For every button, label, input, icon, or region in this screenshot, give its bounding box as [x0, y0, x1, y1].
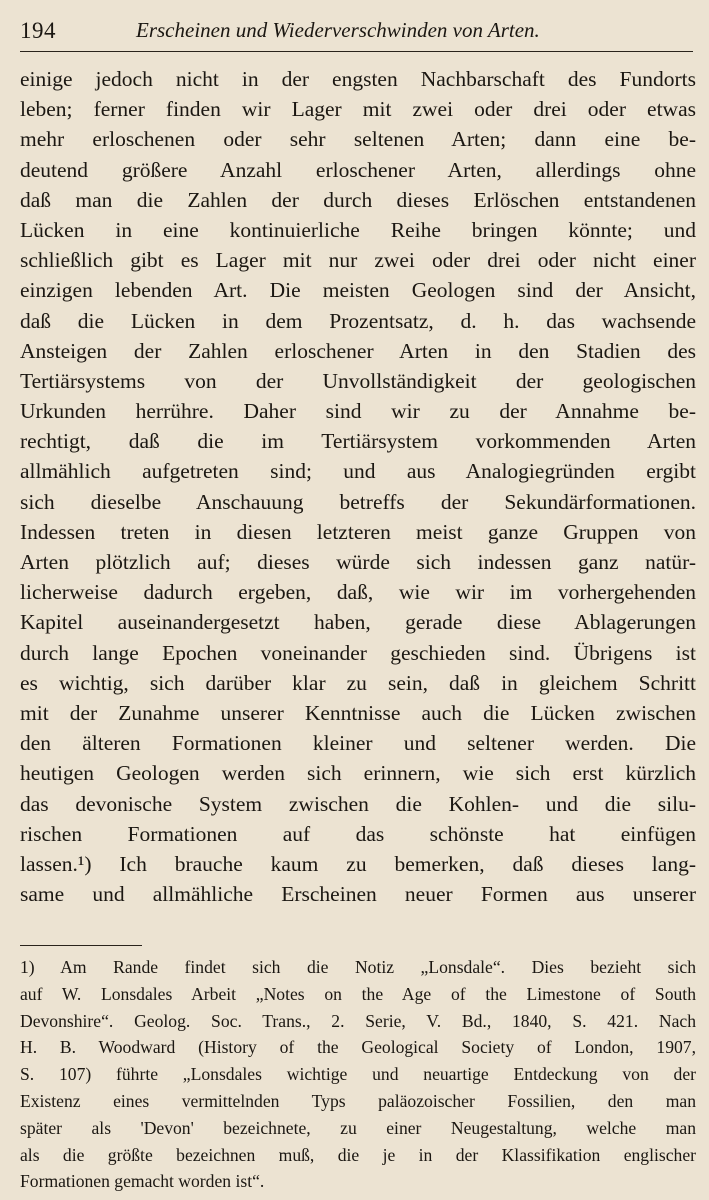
text-line: Urkunden herrühre. Daher sind wir zu der Annahme be-	[20, 399, 696, 424]
text-line: daß man die Zahlen der durch dieses Erlöschen entstandenen	[20, 187, 696, 212]
text-line: sich dieselbe Anschauung betreffs der Sekundärformationen.	[20, 489, 696, 514]
page-number: 194	[20, 18, 56, 43]
text-line: Tertiärsystems von der Unvollständigkeit der geologischen	[20, 368, 696, 393]
text-line: Ansteigen der Zahlen erloschener Arten in den Stadien des	[20, 338, 696, 363]
text-line: es wichtig, sich darüber klar zu sein, daß in gleichem Schritt	[20, 670, 696, 695]
text-line: leben; ferner finden wir Lager mit zwei oder drei oder etwas	[20, 97, 696, 122]
footnote-line: Existenz eines vermittelnden Typs paläozoischer Fossilien, den man	[20, 1090, 696, 1111]
header-rule	[20, 51, 693, 52]
text-line: rischen Formationen auf das schönste hat einfügen	[20, 821, 696, 846]
text-line: Arten plötzlich auf; dieses würde sich indessen ganz natür-	[20, 550, 696, 574]
text-line: licherweise dadurch ergeben, daß, wie wir im vorhergehenden	[20, 580, 696, 605]
footnote-line: S. 107) führte „Lonsdales wichtige und neuartige Entdeckung von der	[20, 1064, 696, 1085]
text-line: einzigen lebenden Art. Die meisten Geologen sind der Ansicht,	[20, 278, 696, 303]
footnote-line: Formationen gemacht worden ist“.	[20, 1171, 265, 1192]
text-line: schließlich gibt es Lager mit nur zwei oder drei oder nicht einer	[20, 248, 696, 273]
footnote-line: 1) Am Rande findet sich die Notiz „Lonsdale“. Dies bezieht sich	[20, 957, 696, 977]
running-title: Erscheinen und Wiederverschwinden von Arten.	[136, 18, 540, 42]
footnote-line: als die größte bezeichnen muß, die je in der Klassifikation englischer	[20, 1144, 696, 1165]
footnote-line: auf W. Lonsdales Arbeit „Notes on the Age of the Limestone of South	[20, 983, 696, 1004]
text-line: rechtigt, daß die im Tertiärsystem vorkommenden Arten	[20, 429, 696, 454]
page-header	[20, 14, 693, 46]
footnote	[20, 954, 696, 1195]
text-line: Lücken in eine kontinuierliche Reihe bringen könnte; und	[20, 217, 696, 242]
text-line: same und allmähliche Erscheinen neuer Formen aus unserer	[20, 882, 696, 907]
text-line: durch lange Epochen voneinander geschieden sind. Übrigens ist	[20, 640, 696, 665]
footnote-line: Devonshire“. Geolog. Soc. Trans., 2. Serie, V. Bd., 1840, S. 421. Nach	[20, 1010, 696, 1031]
text-line: daß die Lücken in dem Prozentsatz, d. h. das wachsende	[20, 308, 696, 333]
text-line: Kapitel auseinandergesetzt haben, gerade diese Ablagerungen	[20, 610, 696, 635]
text-line: das devonische System zwischen die Kohlen- und die silu-	[20, 791, 696, 816]
text-line: deutend größere Anzahl erloschener Arten, allerdings ohne	[20, 157, 696, 182]
text-line: heutigen Geologen werden sich erinnern, wie sich erst kürzlich	[20, 761, 696, 786]
text-line: mit der Zunahme unserer Kenntnisse auch die Lücken zwischen	[20, 700, 696, 725]
footnote-line: H. B. Woodward (History of the Geological Society of London, 1907,	[20, 1037, 696, 1058]
footnote-rule	[20, 945, 142, 946]
footnote-line: später als 'Devon' bezeichnete, zu einer Neugestaltung, welche man	[20, 1117, 696, 1138]
text-line: mehr erloschenen oder sehr seltenen Arten; dann eine be-	[20, 127, 696, 152]
text-line: lassen.¹) Ich brauche kaum zu bemerken, daß dieses lang-	[20, 851, 696, 876]
text-line: allmählich aufgetreten sind; und aus Analogiegründen ergibt	[20, 459, 696, 484]
body-text	[20, 64, 696, 909]
text-line: einige jedoch nicht in der engsten Nachbarschaft des Fundorts	[20, 67, 696, 91]
text-line: den älteren Formationen kleiner und seltener werden. Die	[20, 731, 696, 756]
text-line: Indessen treten in diesen letzteren meist ganze Gruppen von	[20, 519, 696, 544]
